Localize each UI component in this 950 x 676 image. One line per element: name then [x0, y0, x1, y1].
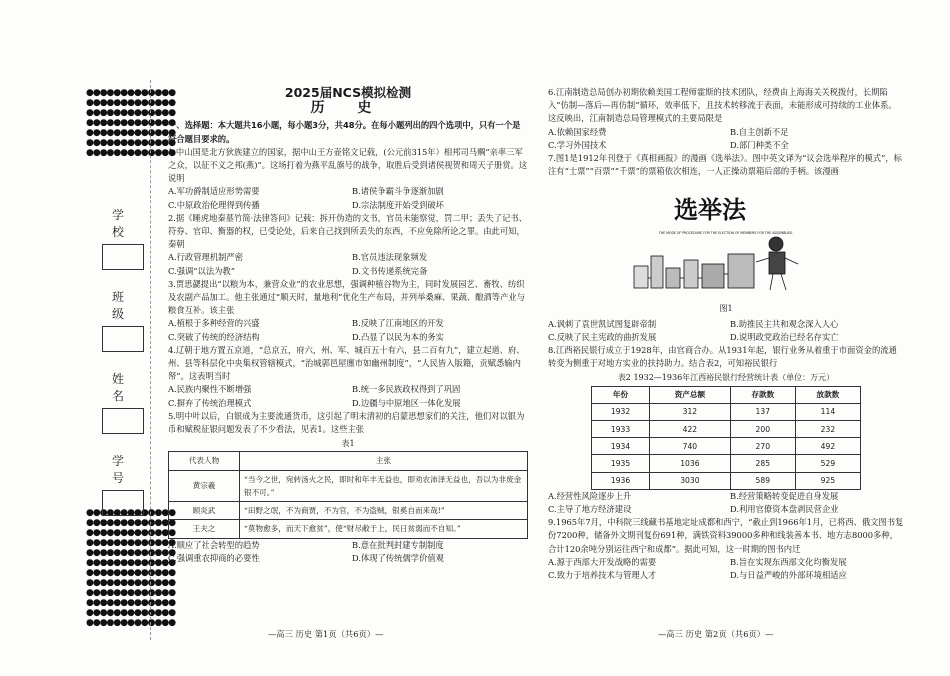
table-cell: 422: [650, 421, 731, 438]
q7-option-d[interactable]: D.说明政党政治已经名存实亡: [730, 331, 839, 342]
figure-operating-handle-icon: [756, 237, 798, 290]
q8-option-c[interactable]: C.主导了地方经济建设: [548, 504, 632, 515]
q9-option-b[interactable]: B.旨在实现东西部文化均衡发展: [730, 556, 847, 567]
school-label: 学 校: [111, 208, 134, 239]
q6-option-b[interactable]: B.自主创新不足: [730, 126, 789, 137]
cartoon-election-figure: [626, 182, 826, 300]
table-row: [592, 403, 861, 420]
q9-option-c[interactable]: C.致力于培养技术与管理人才: [548, 570, 657, 581]
table-cell: 529: [795, 455, 860, 472]
table-cell: 200: [730, 421, 795, 438]
table-1-head-person: 代表人物: [169, 452, 240, 470]
question-2: 2.据《睡虎地秦墓竹简·法律答问》记载：拆开伪造的文书，官员未能察觉，罚二甲；丢失了记书、符券、官印、衡器的权，已受论处，后来自己找到所丢失的东西，不应免除所论之罪。由此可知，秦朝: [168, 212, 528, 250]
question-4: 4.辽朝于地方置五京道，“总京五，府六，州、军、城百五十有六，县二百有九”，建立起道、府、州、县等科层化中央集权管辖模式，“治城郭邑屋廛市如幽州制度”，“人民皆入版籍，贡赋悉输内帑”。这表明当时: [168, 344, 525, 382]
question-5: 5.明中叶以后，白银成为主要流通货币，这引起了明末清初的启蒙思想家们的关注，他们对以银为币和赋税征银问题发表了不少看法，见表1。这些主张: [168, 410, 525, 435]
q5-option-d[interactable]: D.体现了传统儒学价值观: [352, 552, 444, 563]
q4-options: [168, 383, 528, 409]
table-1-caption: 表1: [341, 439, 355, 449]
cartoon-english-caption: THE MODE OF PROCEDURE FOR THE ELECTION OF MEMBERS FOR THE ASSEMBLIES.: [658, 231, 794, 236]
q1-option-b[interactable]: B.诸侯争霸斗争逐渐加剧: [352, 186, 444, 197]
table-row: [592, 455, 861, 472]
dot-pattern-bottom: ●●●●●●●●●●●●● ●●●●●●●●●●●●● ●●●●●●●●●●●●● ●●●●●●●●●●●●● ●●●●●●●●●●●●● ●●●●●●●●●●●●● ●●●●●●●●●●●●● ●●●●●●●●●●●●● ●●●●●●●●●●●●● ●●●●●●●●●●●●● ●●●●●●●●●●●●● ●●●●●●●●●●●●●: [86, 508, 176, 628]
q1-options: [168, 185, 528, 211]
question-6: 6.江南制造总局创办初期依赖美国工程师霍斯的技术团队，经费由上海海关关税拨付，长期陷入“仿制—落后—再仿制”循环，效率低下，且技术转移流于表面，未能形成可持续的工业体系。这反映出，江南制造总局管理模式的主要局限是: [548, 87, 897, 124]
student-id-field: [100, 452, 146, 516]
school-box[interactable]: [102, 244, 144, 270]
q2-option-c[interactable]: C.强调“以法为教”: [168, 265, 235, 276]
table-2-head-loans: 放款数: [795, 386, 860, 403]
q5-option-b[interactable]: B.意在批判封建专制制度: [352, 539, 444, 550]
table-2-head-deposits: 存款数: [730, 386, 795, 403]
q7-option-b[interactable]: B.助推民主共和观念深入人心: [730, 318, 839, 329]
q7-options: [548, 318, 904, 344]
table-cell: 740: [650, 438, 731, 455]
q9-options: [548, 556, 904, 582]
table-cell: 925: [795, 472, 860, 489]
table-1: [168, 451, 528, 538]
school-field: [100, 206, 146, 270]
footer-page-2: —高三 历史 第2页（共6页）—: [658, 629, 774, 639]
table-1-person: 顾炎武: [169, 502, 240, 520]
table-cell: 3030: [650, 472, 731, 489]
figure-1-caption: 图1: [719, 304, 733, 314]
q8-option-a[interactable]: A.经营性风险逐步上升: [548, 490, 632, 501]
question-1: 1.中山国是北方狄族建立的国家，据中山王方壶铭文记载，(公元前315年）相邦司马赒“亲率三军之众，以征不义之邦(燕)”。这场打着为燕平乱旗号的战争，取胜后受到诸侯视贺和周天子册赏。这说明: [168, 146, 528, 184]
q5-option-c[interactable]: C.强调重农抑商的必要性: [168, 552, 260, 563]
table-cell: 1935: [592, 455, 650, 472]
table-1-view: “田野之氓，不为商贾，不为官，不为盗贼，银奚自而来哉!”: [240, 502, 528, 520]
table-row: [169, 470, 528, 501]
section-heading: 一、选择题：本大题共16小题，每小题3分，共48分。在每小题列出的四个选项中，只有一个是符合题目要求的。: [168, 120, 521, 144]
question-9: 9.1965年7月，中科院三线藏书基地定址成都和西宁，“截止到1966年1月，已将西、俄文图书复份7200种，储备外文期刊复份691种，满铁资料39000多种和线装善本书、地方志8000多种，合计120余吨分别运往西宁和成都”。据此可知，这一时期的图书内迁: [548, 517, 904, 554]
q8-options: [548, 490, 904, 516]
student-id-label: 学 号: [111, 454, 134, 485]
table-cell: 312: [650, 403, 731, 420]
q2-option-a[interactable]: A.行政管理机制严密: [168, 252, 244, 263]
table-row: [169, 520, 528, 538]
table-1-view: “当今之世，宛转汤火之民，即时和年丰无益也，即劝农沛泽无益也，吾以为非废金银不可。”: [240, 470, 528, 501]
table-2: [591, 386, 861, 490]
student-id-box[interactable]: [102, 490, 144, 516]
question-8: 8.江西裕民银行成立于1928年，由官商合办。从1931年起，银行业务从着重于市面资金的流通转变为侧重于对地方实业的扶持助力。结合表2，可知裕民银行: [548, 345, 897, 369]
q7-option-a[interactable]: A.讽刺了袁世凯试图复辟帝制: [548, 318, 657, 329]
table-cell: 137: [730, 403, 795, 420]
q6-options: [548, 126, 904, 152]
right-column: [548, 86, 904, 582]
q3-options: [168, 317, 528, 343]
name-field: [100, 370, 146, 434]
q4-option-a[interactable]: A.民族内聚性不断增强: [168, 384, 252, 395]
table-cell: 114: [795, 403, 860, 420]
q7-option-c[interactable]: C.反映了民主宪政的曲折发展: [548, 331, 657, 342]
q3-option-c[interactable]: C.突破了传统的经济结构: [168, 331, 260, 342]
q3-option-d[interactable]: D.凸显了以民为本的务实: [352, 331, 444, 342]
class-box[interactable]: [102, 326, 144, 352]
table-row: [592, 421, 861, 438]
q4-option-d[interactable]: D.边疆与中原地区一体化发展: [352, 397, 461, 408]
class-label: 班 级: [111, 290, 134, 321]
q5-options: [168, 539, 528, 565]
dot-pattern-top: ●●●●●●●●●●●●● ●●●●●●●●●●●●● ●●●●●●●●●●●●● ●●●●●●●●●●●●● ●●●●●●●●●●●●● ●●●●●●●●●●●●● ●●●●●●●●●●●●●: [86, 88, 176, 158]
q6-option-c[interactable]: C.学习外国技术: [548, 139, 607, 150]
q6-option-a[interactable]: A.依赖国家经费: [548, 126, 607, 137]
q9-option-d[interactable]: D.与日益严峻的外部环境相适应: [730, 570, 847, 581]
table-cell: 492: [795, 438, 860, 455]
q3-option-b[interactable]: B.反映了江南地区的开发: [352, 318, 444, 329]
class-field: [100, 288, 146, 352]
table-cell: 1036: [650, 455, 731, 472]
table-cell: 1936: [592, 472, 650, 489]
table-cell: 589: [730, 472, 795, 489]
table-1-head-view: 主张: [240, 452, 528, 470]
q4-option-c[interactable]: C.摒弃了传统治理模式: [168, 397, 252, 408]
question-7: 7.图1是1912年刊登于《真相画报》的漫画《选举法》。图中英文译为“议会选举程序的模式”，标注有“士票”“百票”“千票”的票箱依次相连，一人正操动票箱后部的手柄。该漫画: [548, 153, 902, 177]
q8-option-b[interactable]: B.经营策略转变促进自身发展: [730, 490, 839, 501]
name-label: 姓 名: [111, 372, 134, 403]
table-row: [592, 472, 861, 489]
table-1-person: 王夫之: [169, 520, 240, 538]
table-row: [169, 502, 528, 520]
subject-title: 历 史: [310, 100, 386, 117]
table-2-head-year: 年份: [592, 386, 650, 403]
q5-option-a[interactable]: A.顺应了社会转型的趋势: [168, 539, 260, 550]
table-1-person: 黄宗羲: [169, 470, 240, 501]
footer-page-1: —高三 历史 第1页（共6页）—: [268, 629, 384, 639]
binding-line: [150, 80, 151, 640]
table-row: [592, 438, 861, 455]
q2-option-b[interactable]: B.官员违法现象频发: [352, 252, 428, 263]
q3-option-a[interactable]: A.植根于多种经营的兴盛: [168, 318, 260, 329]
left-column: [168, 86, 528, 565]
q4-option-b[interactable]: B.统一多民族政权得到了巩固: [352, 384, 461, 395]
q2-option-d[interactable]: D.文书传递系统完备: [352, 265, 428, 276]
q6-option-d[interactable]: D.部门种类不全: [730, 139, 789, 150]
ballot-boxes-icon: [634, 254, 754, 288]
exam-title: 2025届NCS模拟检测: [284, 85, 412, 100]
table-cell: 1934: [592, 438, 650, 455]
table-cell: 232: [795, 421, 860, 438]
q9-option-a[interactable]: A.源于西部大开发战略的需要: [548, 556, 657, 567]
table-cell: 285: [730, 455, 795, 472]
cartoon-title: 选举法: [674, 195, 746, 225]
name-box[interactable]: [102, 408, 144, 434]
table-2-head-assets: 资产总额: [650, 386, 731, 403]
table-2-caption: 表2 1932—1936年江西裕民银行经营统计表（单位：万元）: [617, 373, 835, 383]
q2-options: [168, 251, 528, 277]
table-cell: 1932: [592, 403, 650, 420]
q1-option-d[interactable]: D.宗法制度开始受到破坏: [352, 199, 444, 210]
table-cell: 270: [730, 438, 795, 455]
q1-option-a[interactable]: A.军功爵制适应形势需要: [168, 186, 260, 197]
q1-option-c[interactable]: C.中原政治伦理得到传播: [168, 199, 260, 210]
q8-option-d[interactable]: D.利用官僚资本盘剥民营企业: [730, 504, 839, 515]
question-3: 3.贾思勰提出“以粮为本，兼营众业”的农业思想，强调种植谷物为主，同时发展园艺、畜牧、纺织及农副产品加工。他主张通过“顺天时，量地利”优化生产布局，并列举桑麻、果蔬、酿酒等产业与粮食互补。该主张: [168, 278, 525, 316]
table-cell: 1933: [592, 421, 650, 438]
table-1-view: “莫物愈多，而天下愈贫”，使“财尽敝于上，民日贫弱而不自知。”: [240, 520, 528, 538]
